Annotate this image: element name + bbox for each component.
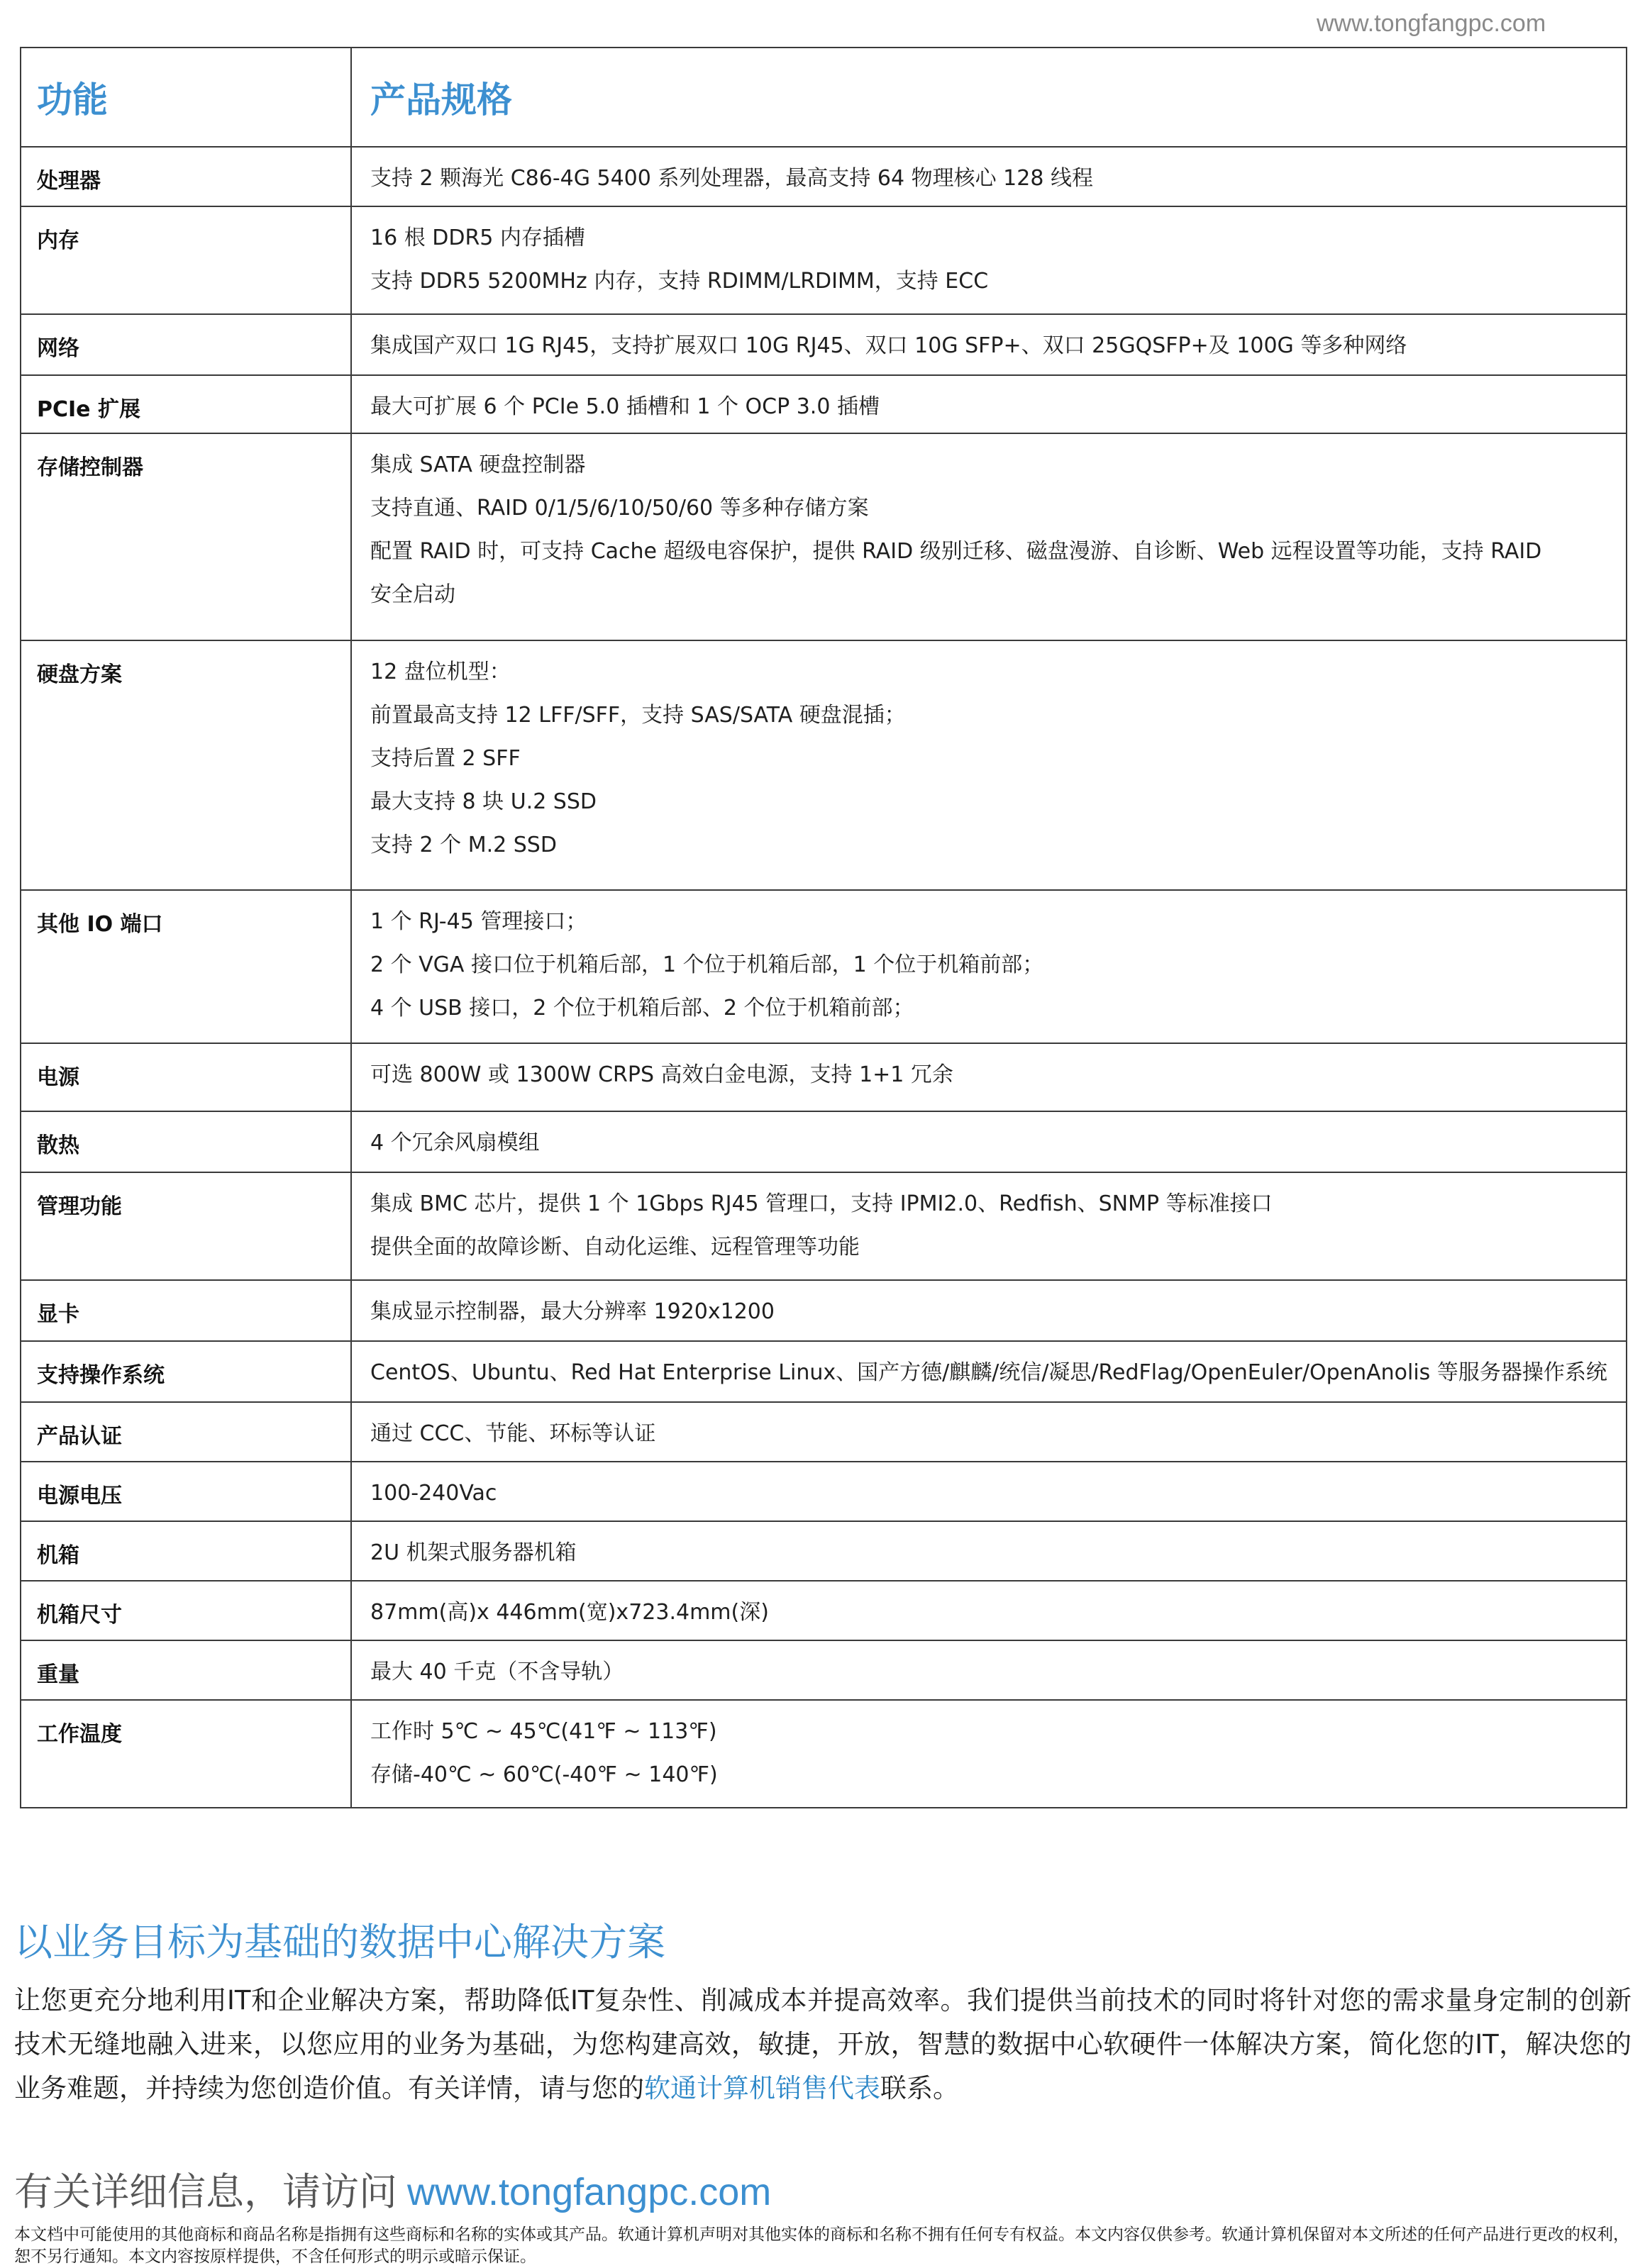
spec-value-cell <box>351 147 1627 206</box>
spec-feature-cell: 网络 <box>21 314 351 375</box>
spec-row <box>21 890 1627 1043</box>
spec-row <box>21 1341 1627 1402</box>
spec-table <box>20 47 1627 1808</box>
solution-text-after-link: 联系。 <box>880 2073 959 2103</box>
spec-value-cell <box>351 375 1627 433</box>
spec-value-line: 存储-40℃ ~ 60℃(-40℉ ~ 140℉) <box>370 1762 718 1787</box>
solution-title: 以业务目标为基础的数据中心解决方案 <box>14 1920 665 1964</box>
spec-value-cell <box>351 1341 1627 1402</box>
spec-value-cell <box>351 1043 1627 1111</box>
spec-value-line: CentOS、Ubuntu、Red Hat Enterprise Linux、国产方德/麒麟/统信/凝思/RedFlag/OpenEuler/OpenAnolis 等服务器操作系统 <box>370 1360 1607 1385</box>
spec-feature-cell: 重量 <box>21 1640 351 1700</box>
spec-row <box>21 314 1627 375</box>
solution-text-before-link: 让您更充分地利用IT和企业解决方案，帮助降低IT复杂性、削减成本并提高效率。我们提供当前技术的同时将针对您的需求量身定制的创新技术无缝地融入进来，以您应用的业务为基础，为您构建高效，敏捷，开放，智慧的数据中心软硬件一体解决方案，简化您的IT，解决您的业务难题，并持续为您创造价值。有关详情，请与您的 <box>14 1985 1632 2103</box>
spec-value-line: 2U 机架式服务器机箱 <box>370 1540 577 1565</box>
disclaimer-text: 本文档中可能使用的其他商标和商品名称是指拥有这些商标和名称的实体或其产品。软通计算机声明对其他实体的商标和名称不拥有任何专有权益。本文内容仅供参考。软通计算机保留对本文所述的任何产品进行更改的权利，恕不另行通知。本文内容按原样提供，不含任何形式的明示或暗示保证。 <box>14 2225 1629 2266</box>
spec-value-line: 集成 BMC 芯片，提供 1 个 1Gbps RJ45 管理口，支持 IPMI2.0、Redfish、SNMP 等标准接口 <box>370 1191 1273 1216</box>
spec-row <box>21 206 1627 314</box>
spec-value-cell <box>351 1111 1627 1172</box>
spec-value-line: 最大支持 8 块 U.2 SSD <box>370 789 597 814</box>
spec-row <box>21 1172 1627 1280</box>
visit-line <box>14 2162 1632 2216</box>
spec-feature-cell: 产品认证 <box>21 1402 351 1462</box>
visit-label: 有关详细信息，请访问 <box>14 2169 397 2214</box>
spec-value-cell <box>351 640 1627 890</box>
spec-value-cell <box>351 1402 1627 1462</box>
spec-row <box>21 640 1627 890</box>
spec-row <box>21 1700 1627 1808</box>
header-site-url[interactable]: www.tongfangpc.com <box>1317 10 1546 37</box>
spec-row <box>21 1280 1627 1341</box>
spec-feature-cell: 电源 <box>21 1043 351 1111</box>
spec-value-line: 支持后置 2 SFF <box>370 746 521 771</box>
spec-value-line: 1 个 RJ-45 管理接口； <box>370 909 587 934</box>
spec-value-line: 支持 DDR5 5200MHz 内存，支持 RDIMM/LRDIMM，支持 ECC <box>370 269 989 294</box>
spec-value-line: 提供全面的故障诊断、自动化运维、远程管理等功能 <box>370 1235 860 1260</box>
spec-value-cell <box>351 1280 1627 1341</box>
spec-value-line: 16 根 DDR5 内存插槽 <box>370 226 585 250</box>
visit-url-link[interactable]: www.tongfangpc.com <box>407 2171 772 2213</box>
spec-feature-cell: 显卡 <box>21 1280 351 1341</box>
spec-value-line: 配置 RAID 时，可支持 Cache 超级电容保护，提供 RAID 级别迁移、磁盘漫游、自诊断、Web 远程设置等功能，支持 RAID <box>370 539 1542 564</box>
spec-feature-cell: 散热 <box>21 1111 351 1172</box>
spec-value-cell <box>351 1172 1627 1280</box>
spec-feature-cell: PCIe 扩展 <box>21 375 351 433</box>
spec-value-line: 可选 800W 或 1300W CRPS 高效白金电源，支持 1+1 冗余 <box>370 1062 953 1087</box>
spec-row <box>21 1043 1627 1111</box>
spec-row <box>21 433 1627 640</box>
sales-rep-link[interactable]: 软通计算机销售代表 <box>644 2073 880 2103</box>
spec-value-line: 最大 40 千克（不含导轨） <box>370 1660 624 1684</box>
spec-value-line: 4 个 USB 接口，2 个位于机箱后部、2 个位于机箱前部； <box>370 996 914 1021</box>
spec-value-cell <box>351 1521 1627 1581</box>
spec-row <box>21 375 1627 433</box>
spec-value-line: 支持 2 颗海光 C86-4G 5400 系列处理器，最高支持 64 物理核心 128 线程 <box>370 166 1093 191</box>
spec-value-line: 支持直通、RAID 0/1/5/6/10/50/60 等多种存储方案 <box>370 496 869 521</box>
spec-value-cell <box>351 433 1627 640</box>
col-header-feature: 功能 <box>21 48 351 147</box>
solution-paragraph <box>14 1979 1632 2111</box>
spec-feature-cell: 硬盘方案 <box>21 640 351 890</box>
spec-value-cell <box>351 314 1627 375</box>
spec-value-line: 最大可扩展 6 个 PCIe 5.0 插槽和 1 个 OCP 3.0 插槽 <box>370 394 880 419</box>
spec-value-cell <box>351 890 1627 1043</box>
spec-row <box>21 1581 1627 1640</box>
spec-value-line: 2 个 VGA 接口位于机箱后部，1 个位于机箱后部，1 个位于机箱前部； <box>370 952 1044 977</box>
spec-value-line: 87mm(高)x 446mm(宽)x723.4mm(深) <box>370 1600 769 1625</box>
spec-value-line: 工作时 5℃ ~ 45℃(41℉ ~ 113℉) <box>370 1719 717 1744</box>
spec-row <box>21 1640 1627 1700</box>
spec-value-cell <box>351 1700 1627 1808</box>
spec-feature-cell: 机箱尺寸 <box>21 1581 351 1640</box>
spec-value-cell <box>351 1640 1627 1700</box>
spec-feature-cell: 支持操作系统 <box>21 1341 351 1402</box>
col-header-spec: 产品规格 <box>351 48 1627 147</box>
spec-value-line: 集成显示控制器，最大分辨率 1920x1200 <box>370 1299 775 1324</box>
spec-value-line: 4 个冗余风扇模组 <box>370 1130 540 1155</box>
spec-value-cell <box>351 1462 1627 1521</box>
spec-row <box>21 1462 1627 1521</box>
spec-table-header-row <box>21 48 1627 147</box>
spec-value-cell <box>351 206 1627 314</box>
spec-feature-cell: 存储控制器 <box>21 433 351 640</box>
spec-value-line: 前置最高支持 12 LFF/SFF，支持 SAS/SATA 硬盘混插； <box>370 703 906 728</box>
spec-value-line: 100-240Vac <box>370 1481 497 1506</box>
spec-feature-cell: 内存 <box>21 206 351 314</box>
spec-feature-cell: 工作温度 <box>21 1700 351 1808</box>
spec-row <box>21 1111 1627 1172</box>
spec-value-line: 集成 SATA 硬盘控制器 <box>370 452 586 477</box>
spec-value-line: 安全启动 <box>370 582 455 607</box>
spec-value-line: 通过 CCC、节能、环标等认证 <box>370 1421 656 1446</box>
spec-value-line: 集成国产双口 1G RJ45，支持扩展双口 10G RJ45、双口 10G SFP+、双口 25GQSFP+及 100G 等多种网络 <box>370 333 1407 358</box>
spec-feature-cell: 机箱 <box>21 1521 351 1581</box>
spec-row <box>21 1402 1627 1462</box>
spec-row <box>21 1521 1627 1581</box>
spec-value-cell <box>351 1581 1627 1640</box>
spec-feature-cell: 管理功能 <box>21 1172 351 1280</box>
spec-value-line: 12 盘位机型： <box>370 660 511 684</box>
spec-feature-cell: 处理器 <box>21 147 351 206</box>
spec-feature-cell: 其他 IO 端口 <box>21 890 351 1043</box>
spec-row <box>21 147 1627 206</box>
spec-feature-cell: 电源电压 <box>21 1462 351 1521</box>
spec-value-line: 支持 2 个 M.2 SSD <box>370 833 557 857</box>
